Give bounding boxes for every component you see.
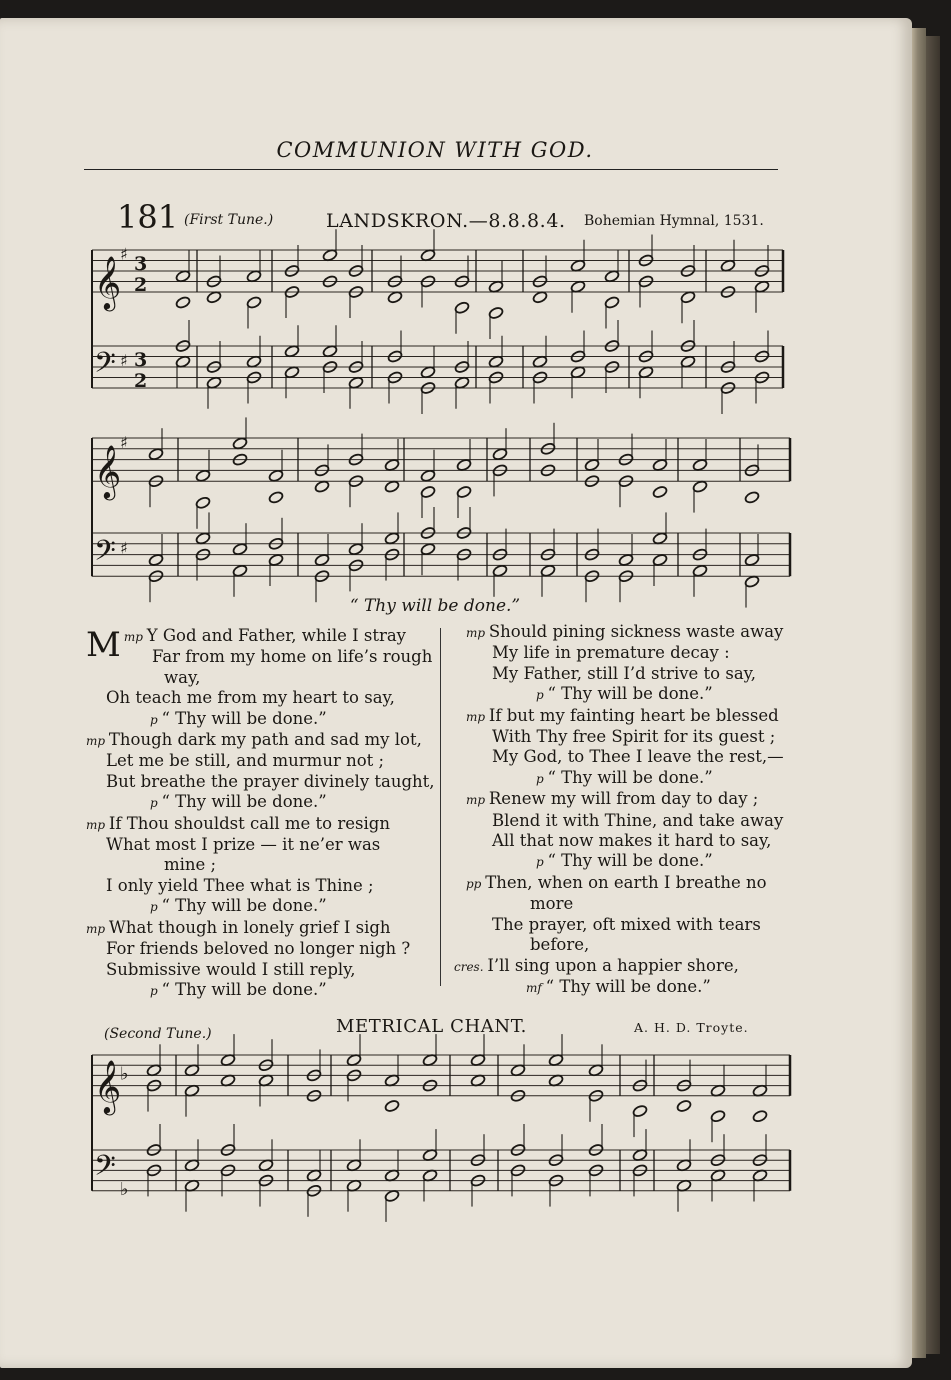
treble-clef: 𝄞 bbox=[94, 255, 122, 309]
drop-cap: M bbox=[86, 625, 121, 665]
verse-text: “ Thy will be done.” bbox=[161, 896, 327, 916]
time-signature-top: 3 bbox=[134, 349, 148, 371]
note-head bbox=[752, 1109, 768, 1123]
verse-line bbox=[86, 980, 431, 1001]
verse-line bbox=[86, 814, 431, 835]
verse-line bbox=[452, 684, 797, 705]
verse-line bbox=[452, 768, 797, 789]
dynamic-marking: mp bbox=[123, 630, 147, 644]
verse-line bbox=[452, 894, 797, 914]
verse-text: Blend it with Thine, and take away bbox=[492, 810, 784, 830]
key-signature-sharp: ♯ bbox=[120, 244, 128, 264]
verse-text: mine ; bbox=[164, 855, 217, 875]
dynamic-marking: mp bbox=[466, 626, 489, 640]
verse-line bbox=[452, 747, 797, 767]
bass-clef: 𝄢 bbox=[94, 534, 116, 575]
verse-line bbox=[452, 706, 797, 727]
dynamic-marking: mp bbox=[466, 709, 489, 724]
note-head bbox=[175, 296, 191, 310]
note-head bbox=[676, 1099, 692, 1113]
note-head bbox=[384, 1099, 400, 1113]
verse-text: more bbox=[530, 894, 574, 914]
verse-text: Renew my will from day to day ; bbox=[488, 789, 759, 809]
verse-line bbox=[86, 960, 431, 980]
verse-text: “ Thy will be done.” bbox=[161, 792, 327, 812]
verse-text: Though dark my path and sad my lot, bbox=[108, 730, 422, 750]
verse-line bbox=[86, 730, 431, 751]
verse-text: But breathe the prayer divinely taught, bbox=[106, 771, 435, 791]
verses-left-column bbox=[86, 625, 435, 1001]
verse-line bbox=[452, 789, 797, 810]
verse-text: “ Thy will be done.” bbox=[547, 767, 713, 787]
note-head bbox=[314, 480, 330, 494]
verse-text: way, bbox=[164, 667, 201, 687]
verse-text: Let me be still, and murmur not ; bbox=[106, 751, 385, 771]
treble-clef: 𝄞 bbox=[94, 1058, 122, 1113]
verse-text: I’ll sing upon a happier shore, bbox=[487, 955, 739, 975]
verse-text: before, bbox=[530, 935, 590, 955]
verse-line bbox=[86, 709, 431, 730]
verse-line bbox=[452, 831, 797, 851]
note-head bbox=[384, 480, 400, 494]
note-head bbox=[652, 485, 668, 499]
verse-line bbox=[452, 727, 797, 747]
verse-text: For friends beloved no longer nigh ? bbox=[106, 939, 411, 959]
verse-line bbox=[86, 771, 435, 792]
verse-text: My life in premature decay : bbox=[492, 643, 730, 663]
key-signature-sharp: ♯ bbox=[120, 432, 128, 452]
second-tune-source: A. H. D. Troyte. bbox=[634, 1020, 749, 1035]
second-tune-name: METRICAL CHANT. bbox=[336, 1016, 527, 1037]
dynamic-marking: pp bbox=[466, 876, 486, 891]
verse-line bbox=[452, 873, 797, 894]
second-tune-label: (Second Tune.) bbox=[104, 1026, 212, 1042]
verse-text: My Father, still I’d strive to say, bbox=[492, 663, 757, 683]
verse-text: Oh teach me from my heart to say, bbox=[106, 688, 395, 708]
verses-right-column bbox=[452, 622, 797, 998]
verse-line bbox=[452, 811, 797, 831]
verse-line bbox=[86, 647, 431, 667]
verse-line bbox=[86, 688, 431, 708]
dynamic-marking: p bbox=[536, 855, 548, 870]
verse-text: The prayer, oft mixed with tears bbox=[492, 914, 761, 934]
verse-line bbox=[452, 664, 797, 684]
verse-text: Y God and Father, while I stray bbox=[146, 626, 407, 645]
verse-line bbox=[86, 835, 431, 855]
verse-text: “ Thy will be done.” bbox=[547, 684, 713, 704]
verse-text: What most I prize — it ne’er was bbox=[106, 835, 381, 855]
verse-text: I only yield Thee what is Thine ; bbox=[106, 875, 374, 895]
dynamic-marking: p bbox=[150, 712, 162, 727]
verse-text: With Thy free Spirit for its guest ; bbox=[492, 727, 776, 747]
first-tune-source: Bohemian Hymnal, 1531. bbox=[584, 213, 764, 229]
hymn-number: 181 bbox=[117, 198, 179, 236]
verse-line bbox=[86, 751, 431, 771]
verse-line bbox=[86, 668, 431, 688]
treble-clef: 𝄞 bbox=[94, 444, 122, 499]
verse-line bbox=[86, 876, 431, 896]
verse-line bbox=[452, 643, 797, 663]
key-signature-flat: ♭ bbox=[120, 1178, 129, 1200]
verse-text: Far from my home on life’s rough bbox=[152, 647, 433, 667]
time-signature-bottom: 2 bbox=[134, 274, 148, 296]
verse-text: If Thou shouldst call me to resign bbox=[108, 813, 390, 833]
dynamic-marking: p bbox=[536, 771, 548, 786]
verse-text: If but my fainting heart be blessed bbox=[488, 705, 779, 725]
first-tune-label: (First Tune.) bbox=[184, 212, 274, 228]
verse-text: “ Thy will be done.” bbox=[545, 976, 711, 996]
verse-text: All that now makes it hard to say, bbox=[492, 831, 772, 851]
verse-text: “ Thy will be done.” bbox=[161, 979, 327, 999]
dynamic-marking: mp bbox=[86, 817, 109, 832]
verse-line bbox=[452, 935, 797, 955]
verse-text: What though in lonely grief I sigh bbox=[108, 917, 391, 937]
verse-line bbox=[452, 622, 797, 643]
bass-clef: 𝄢 bbox=[94, 1149, 116, 1190]
verse-line bbox=[86, 896, 431, 917]
verse-line bbox=[452, 977, 797, 998]
first-tune-name: LANDSKRON.—8.8.8.4. bbox=[326, 210, 566, 232]
running-head: COMMUNION WITH GOD. bbox=[276, 138, 594, 162]
key-signature-sharp: ♯ bbox=[120, 351, 128, 370]
key-signature-flat: ♭ bbox=[120, 1063, 129, 1085]
hymn-title: “ Thy will be done.” bbox=[349, 596, 521, 616]
dynamic-marking: mp bbox=[86, 734, 109, 749]
verse-text: Submissive would I still reply, bbox=[106, 959, 356, 979]
verse-line bbox=[86, 855, 431, 875]
verse-text: “ Thy will be done.” bbox=[547, 851, 713, 871]
verse-text: My God, to Thee I leave the rest,— bbox=[492, 747, 784, 767]
verse-line bbox=[452, 851, 797, 872]
verse-line bbox=[86, 918, 431, 939]
verse-line bbox=[452, 956, 797, 977]
verse-line bbox=[86, 792, 431, 813]
dynamic-marking: mf bbox=[526, 980, 546, 995]
key-signature-sharp: ♯ bbox=[120, 538, 128, 558]
note-head bbox=[744, 491, 760, 505]
dynamic-marking: p bbox=[150, 983, 162, 998]
dynamic-marking: p bbox=[536, 688, 548, 703]
verse-text: Then, when on earth I breathe no bbox=[485, 872, 767, 892]
verse-line bbox=[452, 915, 797, 935]
verse-text: Should pining sickness waste away bbox=[488, 622, 784, 641]
dynamic-marking: p bbox=[150, 796, 162, 811]
verse-text: “ Thy will be done.” bbox=[161, 708, 327, 728]
bass-clef: 𝄢 bbox=[94, 346, 116, 387]
dynamic-marking: mp bbox=[466, 793, 489, 808]
verse-line bbox=[86, 939, 431, 959]
note-head bbox=[268, 491, 284, 505]
dynamic-marking: p bbox=[150, 900, 162, 915]
time-signature-bottom: 2 bbox=[134, 370, 148, 392]
dynamic-marking: cres. bbox=[454, 959, 488, 974]
column-divider bbox=[440, 628, 441, 986]
dynamic-marking: mp bbox=[86, 921, 109, 936]
time-signature-top: 3 bbox=[134, 253, 148, 275]
